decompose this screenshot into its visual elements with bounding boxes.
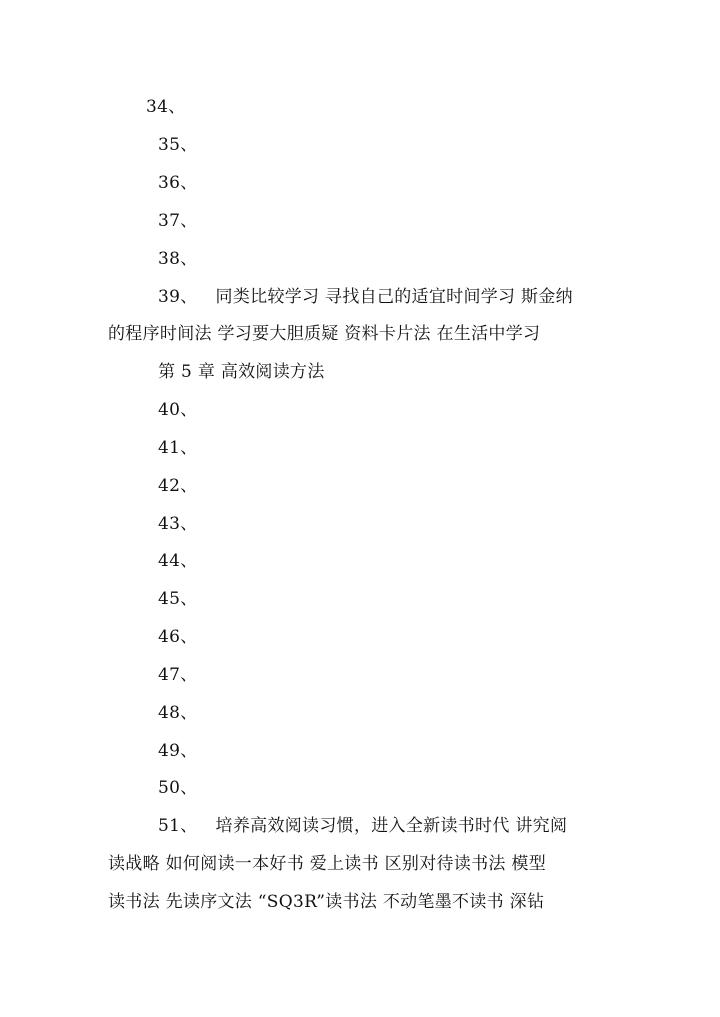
list-item-44: 44、 — [158, 551, 198, 571]
list-item-50: 50、 — [158, 778, 198, 798]
list-item-35: 35、 — [158, 135, 198, 155]
list-item-41: 41、 — [158, 438, 198, 458]
list-item-47: 47、 — [158, 665, 198, 685]
list-item-39-number: 39、 — [158, 287, 198, 307]
list-item-37: 37、 — [158, 211, 198, 231]
list-item-38: 38、 — [158, 249, 198, 269]
list-item-51-text: 培养高效阅读习惯，进入全新读书时代 讲究阅 — [215, 816, 568, 836]
list-item-43: 43、 — [158, 514, 198, 534]
list-item-42: 42、 — [158, 476, 198, 496]
list-item-51-number: 51、 — [158, 816, 198, 836]
list-item-39-continued: 的程序时间法 学习要大胆质疑 资料卡片法 在生活中学习 — [108, 324, 541, 344]
list-item-49: 49、 — [158, 741, 198, 761]
list-item-46: 46、 — [158, 627, 198, 647]
list-item-36: 36、 — [158, 173, 198, 193]
list-item-48: 48、 — [158, 703, 198, 723]
list-item-34: 34、 — [146, 97, 186, 117]
list-item-39-text: 同类比较学习 寻找自己的适宜时间学习 斯金纳 — [215, 287, 573, 307]
list-item-51-continued-2: 读书法 先读序文法 “SQ3R”读书法 不动笔墨不读书 深钻 — [108, 892, 545, 912]
list-item-51-continued-1: 读战略 如何阅读一本好书 爱上读书 区别对待读书法 模型 — [108, 854, 547, 874]
chapter-heading: 第 5 章 高效阅读方法 — [158, 362, 325, 382]
list-item-51 — [158, 814, 567, 838]
list-item-40: 40、 — [158, 400, 198, 420]
list-item-39 — [158, 285, 573, 309]
list-item-45: 45、 — [158, 589, 198, 609]
